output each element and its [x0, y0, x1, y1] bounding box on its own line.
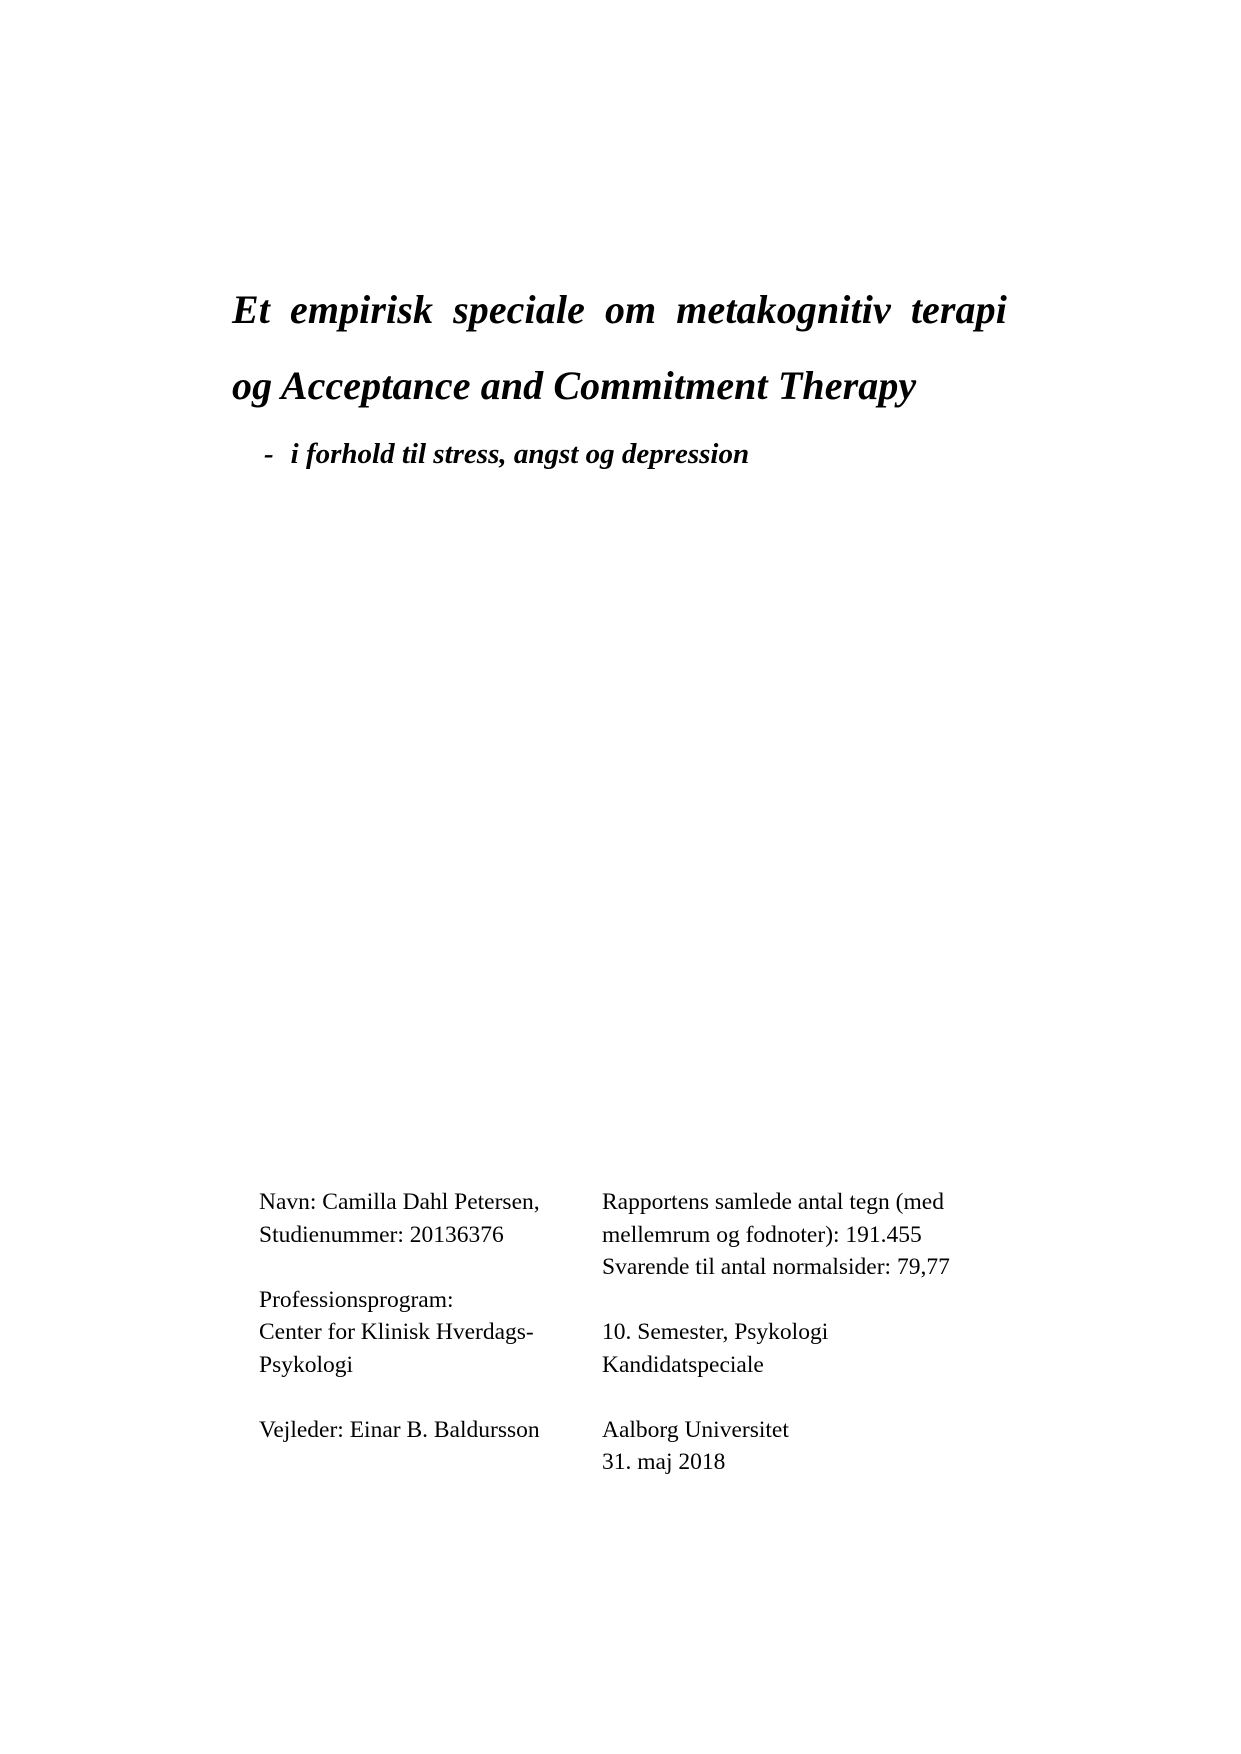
title-subtitle [264, 424, 1012, 484]
character-count-info [602, 1186, 1002, 1284]
normal-pages-line: Svarende til antal normalsider: 79,77 [602, 1254, 950, 1280]
program-info [259, 1284, 589, 1382]
subtitle-dash: - [264, 438, 274, 470]
author-name: Navn: Camilla Dahl Petersen, [259, 1189, 540, 1215]
university-info [602, 1414, 1002, 1479]
title-line-1 [232, 272, 1007, 348]
colophon-right-column [602, 1186, 1002, 1479]
title-block [232, 272, 1012, 484]
title-line-2: og Acceptance and Commitment Therapy [232, 363, 917, 408]
title-word: om [604, 287, 657, 332]
character-count-line-2: mellemrum og fodnoter): 191.455 [602, 1221, 922, 1248]
colophon-left-column [259, 1186, 589, 1446]
supervisor-info [259, 1414, 589, 1447]
author-info [259, 1186, 589, 1251]
title-word: Et [232, 287, 270, 332]
character-count-line-1: Rapportens samlede antal tegn (med [602, 1189, 944, 1215]
title-word: metakognitiv [676, 287, 891, 332]
submission-date: 31. maj 2018 [602, 1449, 726, 1475]
program-name-line-2: Psykologi [259, 1351, 354, 1378]
program-label: Professionsprogram: [259, 1286, 454, 1313]
semester-info [602, 1316, 1002, 1381]
student-number: Studienummer: 20136376 [259, 1221, 504, 1248]
semester-line: 10. Semester, Psykologi [602, 1319, 829, 1345]
title-word: empirisk [290, 287, 434, 332]
subtitle-text: i forhold til stress, angst og depression [290, 438, 750, 470]
supervisor-name: Vejleder: Einar B. Baldursson [259, 1416, 540, 1443]
title-word: speciale [453, 287, 585, 332]
title-word: terapi [910, 287, 1007, 332]
university-name: Aalborg Universitet [602, 1416, 789, 1443]
thesis-type-line: Kandidatspeciale [602, 1351, 764, 1378]
program-name-line-1: Center for Klinisk Hverdags- [259, 1319, 534, 1345]
colophon-block [0, 1186, 1241, 1475]
